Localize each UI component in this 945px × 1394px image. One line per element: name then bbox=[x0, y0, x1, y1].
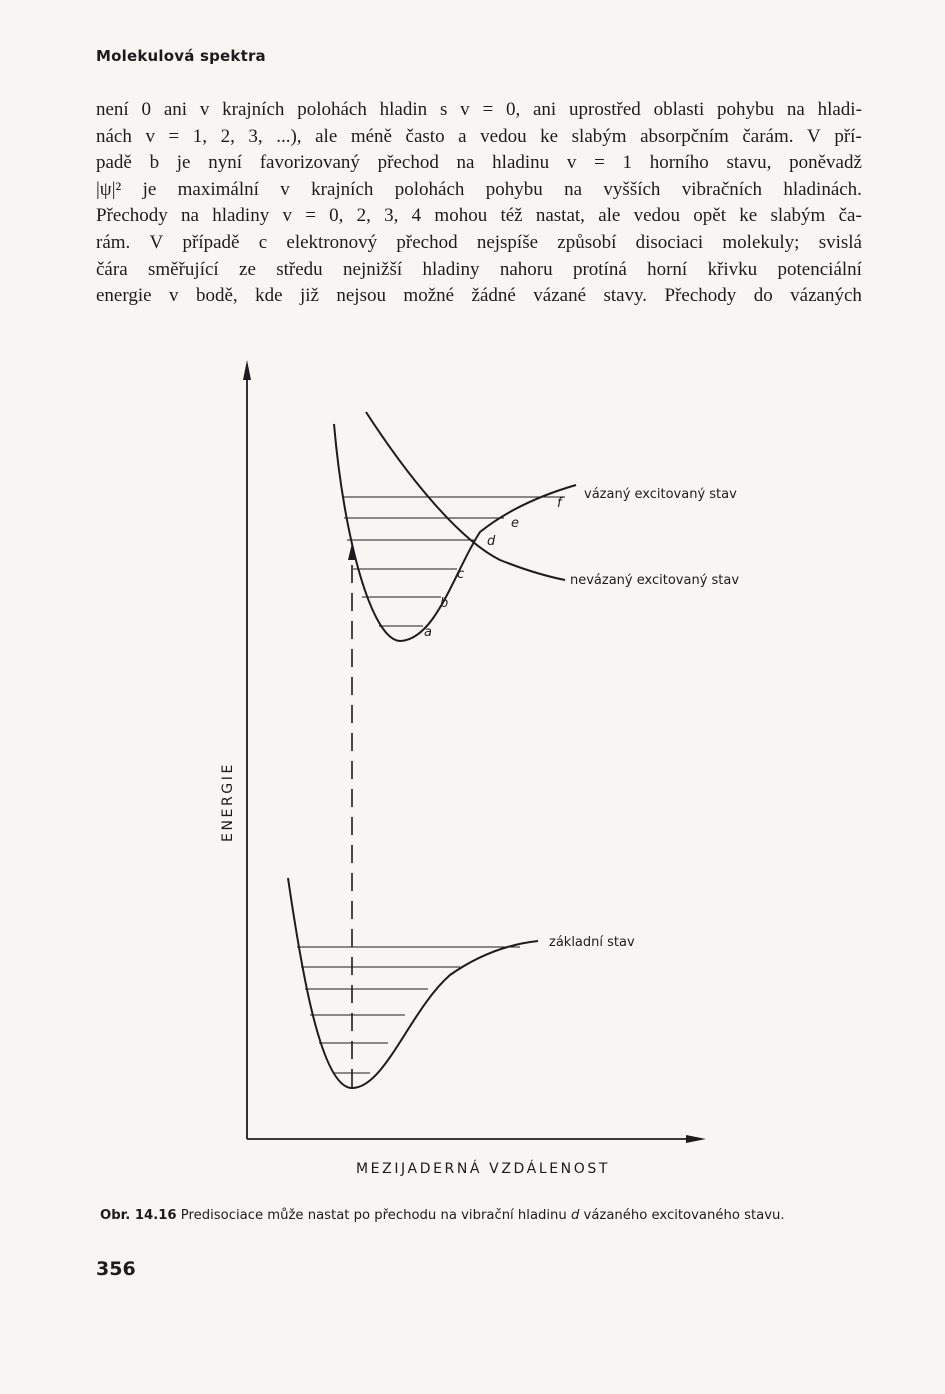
word: uprostřed bbox=[569, 99, 641, 120]
level-letter-a: a bbox=[424, 625, 432, 640]
label-bound-excited: vázaný excitovaný stav bbox=[584, 487, 737, 502]
word: středu bbox=[276, 258, 323, 280]
word: v bbox=[169, 285, 179, 307]
word: = bbox=[305, 205, 316, 227]
word: potenciální bbox=[777, 258, 862, 280]
word: žádné bbox=[471, 285, 516, 307]
word: pří- bbox=[834, 125, 862, 147]
word: nahoru bbox=[499, 258, 553, 280]
level-letter-d: d bbox=[487, 534, 496, 549]
word: ...), bbox=[276, 125, 302, 147]
word: poněvadž bbox=[789, 152, 862, 174]
word: 4 bbox=[411, 205, 422, 227]
word: ze bbox=[239, 258, 256, 280]
word: vázaných bbox=[790, 285, 862, 307]
word: na bbox=[181, 205, 199, 227]
word: stavy. bbox=[603, 285, 648, 307]
word: ale bbox=[315, 125, 338, 147]
word: mohou bbox=[434, 205, 488, 227]
word: slabým bbox=[571, 125, 627, 147]
ground-state-curve bbox=[288, 878, 538, 1088]
word: svislá bbox=[818, 231, 862, 253]
word: = bbox=[168, 125, 180, 147]
word: vedou bbox=[633, 205, 681, 227]
word: možné bbox=[403, 285, 455, 307]
y-axis-arrow bbox=[243, 360, 251, 380]
word: favorizovaný bbox=[259, 152, 360, 174]
level-letter-b: b bbox=[440, 596, 449, 611]
word: ani bbox=[163, 99, 188, 120]
word: na bbox=[456, 152, 475, 174]
word: ale bbox=[598, 205, 621, 227]
word: je bbox=[142, 178, 157, 200]
word: hladi- bbox=[817, 99, 862, 120]
word: molekuly; bbox=[722, 231, 800, 253]
word: často bbox=[405, 125, 445, 147]
word: nách bbox=[96, 125, 132, 147]
word: na bbox=[564, 178, 583, 200]
level-letter-f: f bbox=[557, 496, 562, 511]
label-ground-state: základní stav bbox=[549, 935, 635, 950]
word: polohách bbox=[297, 99, 367, 120]
word: 0 bbox=[141, 99, 152, 120]
word: opět bbox=[693, 205, 726, 227]
word: nyní bbox=[208, 152, 242, 174]
word: je bbox=[176, 152, 191, 174]
word: čarám. bbox=[742, 125, 794, 147]
word: vedou bbox=[480, 125, 527, 147]
word: 0, bbox=[329, 205, 344, 227]
word: již bbox=[299, 285, 319, 307]
word: v bbox=[145, 125, 155, 147]
word: oblasti bbox=[653, 99, 705, 120]
word: elektronový bbox=[286, 231, 378, 253]
caption-text-before: Predisociace může nastat po přechodu na vibrační hladinu bbox=[176, 1208, 571, 1223]
word: ke bbox=[739, 205, 758, 227]
transition-arrow bbox=[348, 543, 356, 560]
word: disociaci bbox=[635, 231, 704, 253]
word: a bbox=[458, 125, 467, 147]
word: rám. bbox=[96, 231, 131, 253]
word: na bbox=[786, 99, 805, 120]
x-axis-label: MEZIJADERNÁ VZDÁLENOST bbox=[356, 1161, 611, 1177]
word: |ψ|² bbox=[96, 178, 122, 200]
word: v bbox=[280, 178, 290, 200]
word: v bbox=[199, 99, 210, 120]
level-letter-e: e bbox=[511, 516, 519, 531]
word: s bbox=[439, 99, 448, 120]
word: 1, bbox=[192, 125, 208, 147]
word: nastat, bbox=[535, 205, 585, 227]
figure-caption bbox=[100, 1208, 785, 1223]
running-head: Molekulová spektra bbox=[96, 47, 266, 65]
level-letter-c: c bbox=[457, 567, 465, 582]
word: ani bbox=[533, 99, 557, 120]
word: do bbox=[753, 285, 773, 307]
word: Přechody bbox=[96, 205, 168, 227]
word: kde bbox=[255, 285, 283, 307]
word: případě bbox=[182, 231, 240, 253]
caption-text-after: vázaného excitovaného stavu. bbox=[579, 1208, 785, 1223]
word: V bbox=[807, 125, 821, 147]
page-number: 356 bbox=[96, 1258, 136, 1280]
word: nejsou bbox=[336, 285, 386, 307]
word: též bbox=[500, 205, 523, 227]
word: hladinu bbox=[492, 152, 550, 174]
word: způsobí bbox=[557, 231, 617, 253]
word: = bbox=[594, 152, 605, 174]
word: horního bbox=[649, 152, 709, 174]
word: 0, bbox=[505, 99, 521, 120]
word: krajních bbox=[222, 99, 285, 120]
word: = bbox=[482, 99, 494, 120]
word: absorpčním bbox=[640, 125, 729, 147]
word: nejnižší bbox=[343, 258, 403, 280]
word: 3, bbox=[384, 205, 399, 227]
word: krajních bbox=[311, 178, 374, 200]
word: c bbox=[258, 231, 268, 253]
word: Přechody bbox=[664, 285, 737, 307]
word: vyšších bbox=[603, 178, 661, 200]
word: padě bbox=[96, 152, 132, 174]
word: maximální bbox=[177, 178, 259, 200]
word: v bbox=[282, 205, 292, 227]
word: V bbox=[149, 231, 164, 253]
word: směřující bbox=[147, 258, 219, 280]
caption-number: Obr. 14.16 bbox=[100, 1208, 177, 1223]
word: v bbox=[566, 152, 577, 174]
caption-italic: d bbox=[570, 1208, 580, 1223]
y-axis-label: ENERGIE bbox=[220, 762, 236, 842]
word: bodě, bbox=[195, 285, 238, 307]
word: nejspíše bbox=[476, 231, 539, 253]
word: ke bbox=[540, 125, 559, 147]
word: hladiny bbox=[212, 205, 270, 227]
word: b bbox=[149, 152, 160, 174]
word: protíná bbox=[572, 258, 627, 280]
word: 2, bbox=[356, 205, 371, 227]
word: polohách bbox=[394, 178, 465, 200]
word: horní bbox=[647, 258, 688, 280]
word: méně bbox=[350, 125, 392, 147]
word: pohybu bbox=[717, 99, 775, 120]
word: 1 bbox=[622, 152, 632, 174]
unbound-excited-curve bbox=[366, 412, 565, 580]
word: energie bbox=[96, 285, 152, 307]
word: pohybu bbox=[485, 178, 543, 200]
word: vázané bbox=[533, 285, 586, 307]
word: hladiny bbox=[422, 258, 480, 280]
word: není bbox=[96, 99, 129, 120]
x-axis-arrow bbox=[686, 1135, 706, 1143]
word: 3, bbox=[248, 125, 263, 147]
word: přechod bbox=[377, 152, 439, 174]
word: stavu, bbox=[726, 152, 772, 174]
word: křivku bbox=[707, 258, 758, 280]
word: vibračních bbox=[681, 178, 762, 200]
word: hladinách. bbox=[783, 178, 862, 200]
word: v bbox=[460, 99, 470, 120]
bound-excited-curve bbox=[334, 424, 576, 641]
word: přechod bbox=[396, 231, 458, 253]
word: ča- bbox=[838, 205, 862, 227]
word: 2, bbox=[220, 125, 235, 147]
word: slabým bbox=[770, 205, 826, 227]
label-unbound-excited: nevázaný excitovaný stav bbox=[570, 573, 740, 588]
word: čára bbox=[96, 258, 128, 280]
word: hladin bbox=[379, 99, 428, 120]
